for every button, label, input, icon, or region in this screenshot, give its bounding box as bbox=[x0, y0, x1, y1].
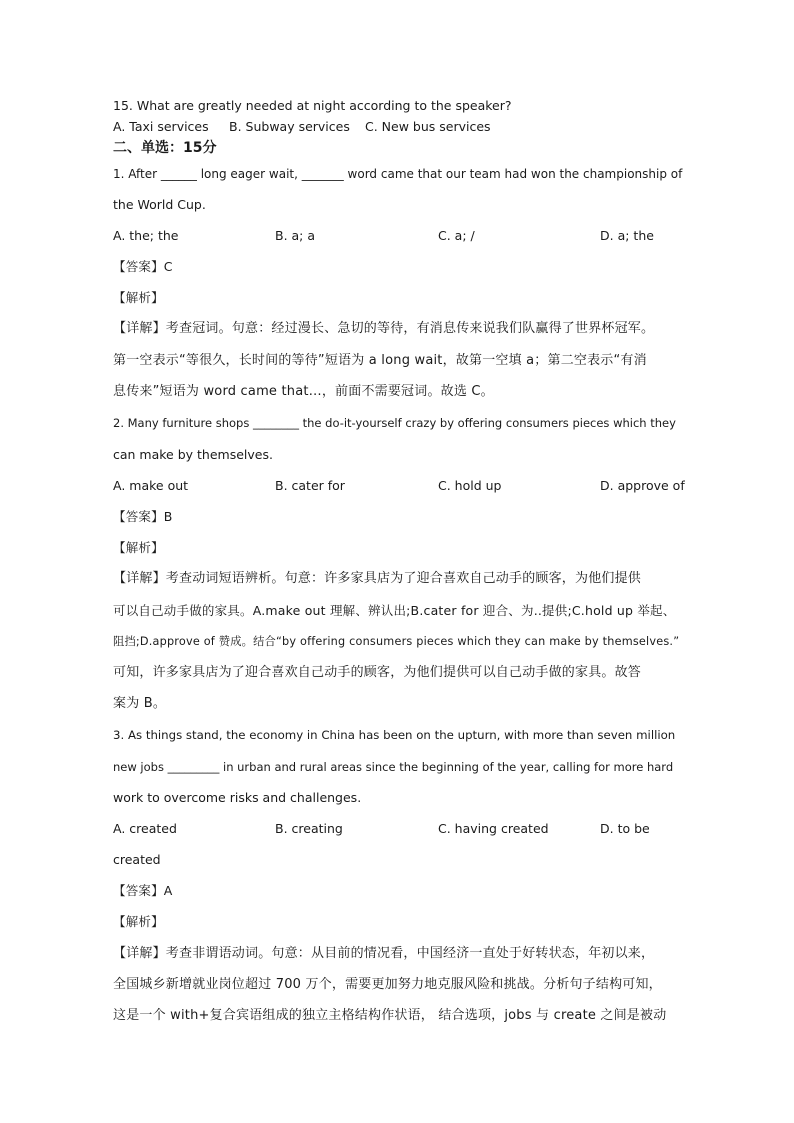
option-b: B. Subway services bbox=[229, 119, 350, 134]
question-3-options bbox=[113, 821, 683, 837]
option-a: A. the; the bbox=[113, 228, 179, 243]
question-3-detail-line: 这是一个 with+复合宾语组成的独立主格结构作状语， 结合选项，jobs 与 create 之间是被动 bbox=[113, 1008, 667, 1023]
question-1-detail-line: 【详解】考查冠词。句意：经过漫长、急切的等待，有消息传来说我们队赢得了世界杯冠军。 bbox=[113, 321, 655, 336]
question-1-line-1: 1. After ______ long eager wait, _______ word came that our team had won the championship of bbox=[113, 167, 683, 181]
question-1-options bbox=[113, 228, 683, 244]
listening-question-15: 15. What are greatly needed at night according to the speaker? bbox=[113, 98, 512, 113]
question-2-options bbox=[113, 478, 683, 494]
option-b: B. creating bbox=[275, 821, 343, 836]
question-2-answer: 【答案】B bbox=[113, 509, 173, 524]
option-b: B. cater for bbox=[275, 478, 345, 493]
question-1-analysis-label: 【解析】 bbox=[113, 290, 164, 305]
question-2-detail-line: 可以自己动手做的家具。A.make out 理解、辨认出;B.cater for 迎合、为..提供;C.hold up 举起、 bbox=[113, 603, 676, 618]
question-1-detail-line: 息传来”短语为 word came that…，前面不需要冠词。故选 C。 bbox=[113, 384, 494, 399]
question-2-detail-line: 阻挡;D.approve of 赞成。结合“by offering consumers pieces which they can make by themselves.” bbox=[113, 635, 680, 648]
question-3-line-2: new jobs _________ in urban and rural areas since the beginning of the year, calling for more hard bbox=[113, 760, 674, 774]
option-c: C. a; / bbox=[438, 228, 475, 243]
question-3-detail-line: 【详解】考查非谓语动词。句意：从目前的情况看，中国经济一直处于好转状态，年初以来， bbox=[113, 946, 655, 961]
option-c: C. New bus services bbox=[365, 119, 491, 134]
option-a: A. created bbox=[113, 821, 177, 836]
option-d: D. a; the bbox=[600, 228, 654, 243]
question-2-analysis-label: 【解析】 bbox=[113, 540, 164, 555]
listening-question-15-options bbox=[113, 119, 683, 135]
question-2-line-2: can make by themselves. bbox=[113, 447, 273, 462]
question-2-line-1: 2. Many furniture shops ________ the do-it-yourself crazy by offering consumers pieces which they bbox=[113, 416, 676, 430]
question-2-detail-line: 可知，许多家具店为了迎合喜欢自己动手的顾客，为他们提供可以自己动手做的家具。故答 bbox=[113, 665, 642, 680]
question-2-detail-line: 【详解】考查动词短语辨析。句意：许多家具店为了迎合喜欢自己动手的顾客，为他们提供 bbox=[113, 571, 642, 586]
question-3-line-3: work to overcome risks and challenges. bbox=[113, 790, 362, 805]
option-b: B. a; a bbox=[275, 228, 316, 243]
question-1-detail-line: 第一空表示“等很久，长时间的等待”短语为 a long wait，故第一空填 a；第二空表示“有消 bbox=[113, 353, 647, 368]
option-c: C. having created bbox=[438, 821, 549, 836]
question-2-detail-line: 案为 B。 bbox=[113, 696, 167, 711]
option-a: A. make out bbox=[113, 478, 189, 493]
section-title: 二、单选：15分 bbox=[113, 140, 217, 156]
question-1-answer: 【答案】C bbox=[113, 259, 173, 274]
question-3-line-1: 3. As things stand, the economy in China has been on the upturn, with more than seven million bbox=[113, 728, 676, 742]
option-c: C. hold up bbox=[438, 478, 502, 493]
question-3-answer: 【答案】A bbox=[113, 883, 173, 898]
question-3-option-d-wrap: created bbox=[113, 852, 161, 867]
question-3-analysis-label: 【解析】 bbox=[113, 914, 164, 929]
question-1-line-2: the World Cup. bbox=[113, 197, 206, 212]
option-d: D. to be bbox=[600, 821, 650, 836]
option-a: A. Taxi services bbox=[113, 119, 209, 134]
option-d: D. approve of bbox=[600, 478, 685, 493]
question-3-detail-line: 全国城乡新增就业岗位超过 700 万个，需要更加努力地克服风险和挑战。分析句子结构可知， bbox=[113, 977, 662, 992]
